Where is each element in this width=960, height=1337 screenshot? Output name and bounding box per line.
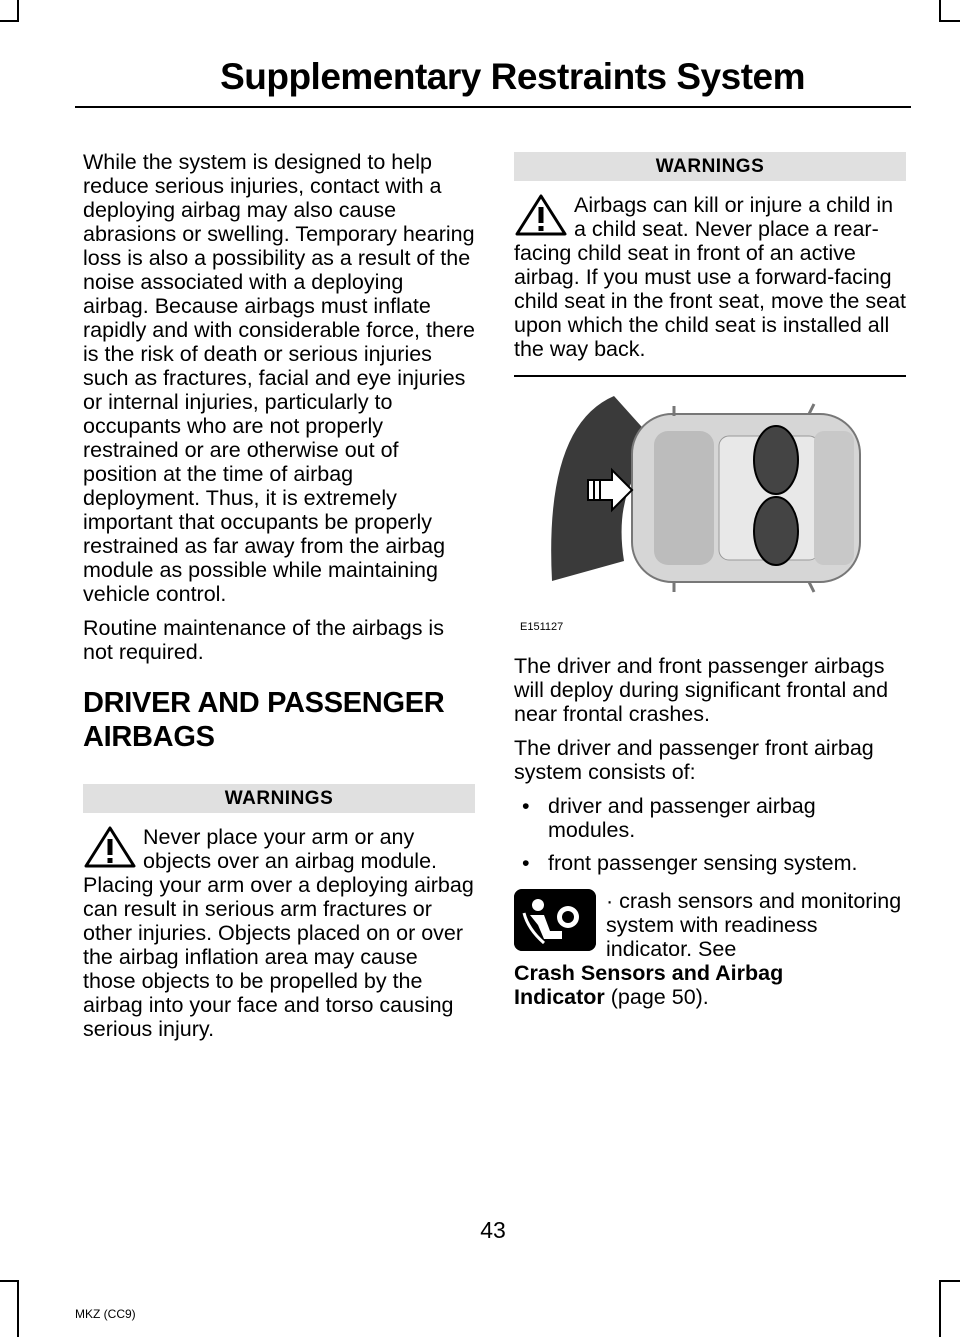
maintenance-paragraph: Routine maintenance of the airbags is not required. [83,616,444,664]
component-list [514,794,906,875]
footer-model: MKZ (CC9) [75,1307,136,1321]
crop-mark [939,20,960,22]
xref-title-line2: Indicator [514,985,605,1009]
passenger-airbag [754,497,798,565]
warning-triangle-icon [83,825,137,869]
intro-paragraph: While the system is designed to help reduce serious injuries, contact with a deploying airbag may also cause abrasions or swelling. Temporary hearing loss is also a possibility as a result of the noise associated with a deploying airbag. Because airbags must inflate rapidly and with considerable force, there is the risk of death or serious injuries such as fractures, facial and eye injuries or internal injuries, particularly to occupants who are not properly restrained or are otherwise out of position at the time of airbag deployment. Thus, it is extremely important that occupants be properly restrained as far away from the airbag module as possible while maintaining vehicle control. [83,150,475,606]
left-column [83,150,475,1041]
section-heading-line1: DRIVER AND PASSENGER [83,687,445,719]
page-title: Supplementary Restraints System [220,56,805,97]
cross-reference [514,961,906,1009]
crop-mark [939,1280,941,1337]
bullet-char: • [522,851,530,875]
crash-sensor-text: · crash sensors and monitoring system with readiness indicator. See [606,889,902,961]
system-paragraph: The driver and passenger front airbag system consists of: [514,736,874,784]
airbag-deployment-figure [514,376,906,638]
list-item: • front passenger sensing system. [522,851,858,875]
xref-title-line1: Crash Sensors and Airbag [514,961,784,985]
bullet-char: • [522,794,530,818]
crash-sensor-item [514,889,906,1009]
section-heading [83,686,475,754]
section-heading-line2: AIRBAGS [83,721,215,753]
warning-block [514,193,906,361]
list-item: • driver and passenger airbag modules. [522,794,816,842]
crop-mark [939,1280,960,1282]
header-rule [75,106,911,108]
warning-block [83,825,475,1041]
crop-mark [939,0,941,22]
airbag-indicator-icon [514,889,596,951]
warning-triangle-icon [514,193,568,237]
deployment-paragraph: The driver and front passenger airbags will deploy during significant frontal and near frontal crashes. [514,654,889,726]
car-top-view [632,404,860,592]
right-body-section [514,654,906,1009]
crop-mark [17,0,19,22]
crop-mark [0,20,19,22]
warning-text: Never place your arm or any objects over an airbag module. Placing your arm over a deploying airbag can result in serious arm fractures or other injuries. Objects placed on or over the airbag inflation area may cause those objects to be propelled by the airbag into your face and torso causing serious injury. [83,825,474,1041]
figure-code: E151127 [520,621,564,633]
crop-mark [17,1280,19,1337]
warning-text: Airbags can kill or injure a child in a child seat. Never place a rear-facing child seat in front of an active airbag. If you must use a forward-facing child seat in the front seat, move the seat upon which the child seat is installed all the way back. [514,193,906,361]
page-number: 43 [480,1217,506,1243]
right-warning-section [514,152,906,377]
warnings-header: WARNINGS [83,784,475,813]
driver-airbag [754,426,798,494]
crop-mark [0,1280,19,1282]
warnings-header: WARNINGS [514,152,906,181]
xref-page: (page 50). [604,985,709,1009]
